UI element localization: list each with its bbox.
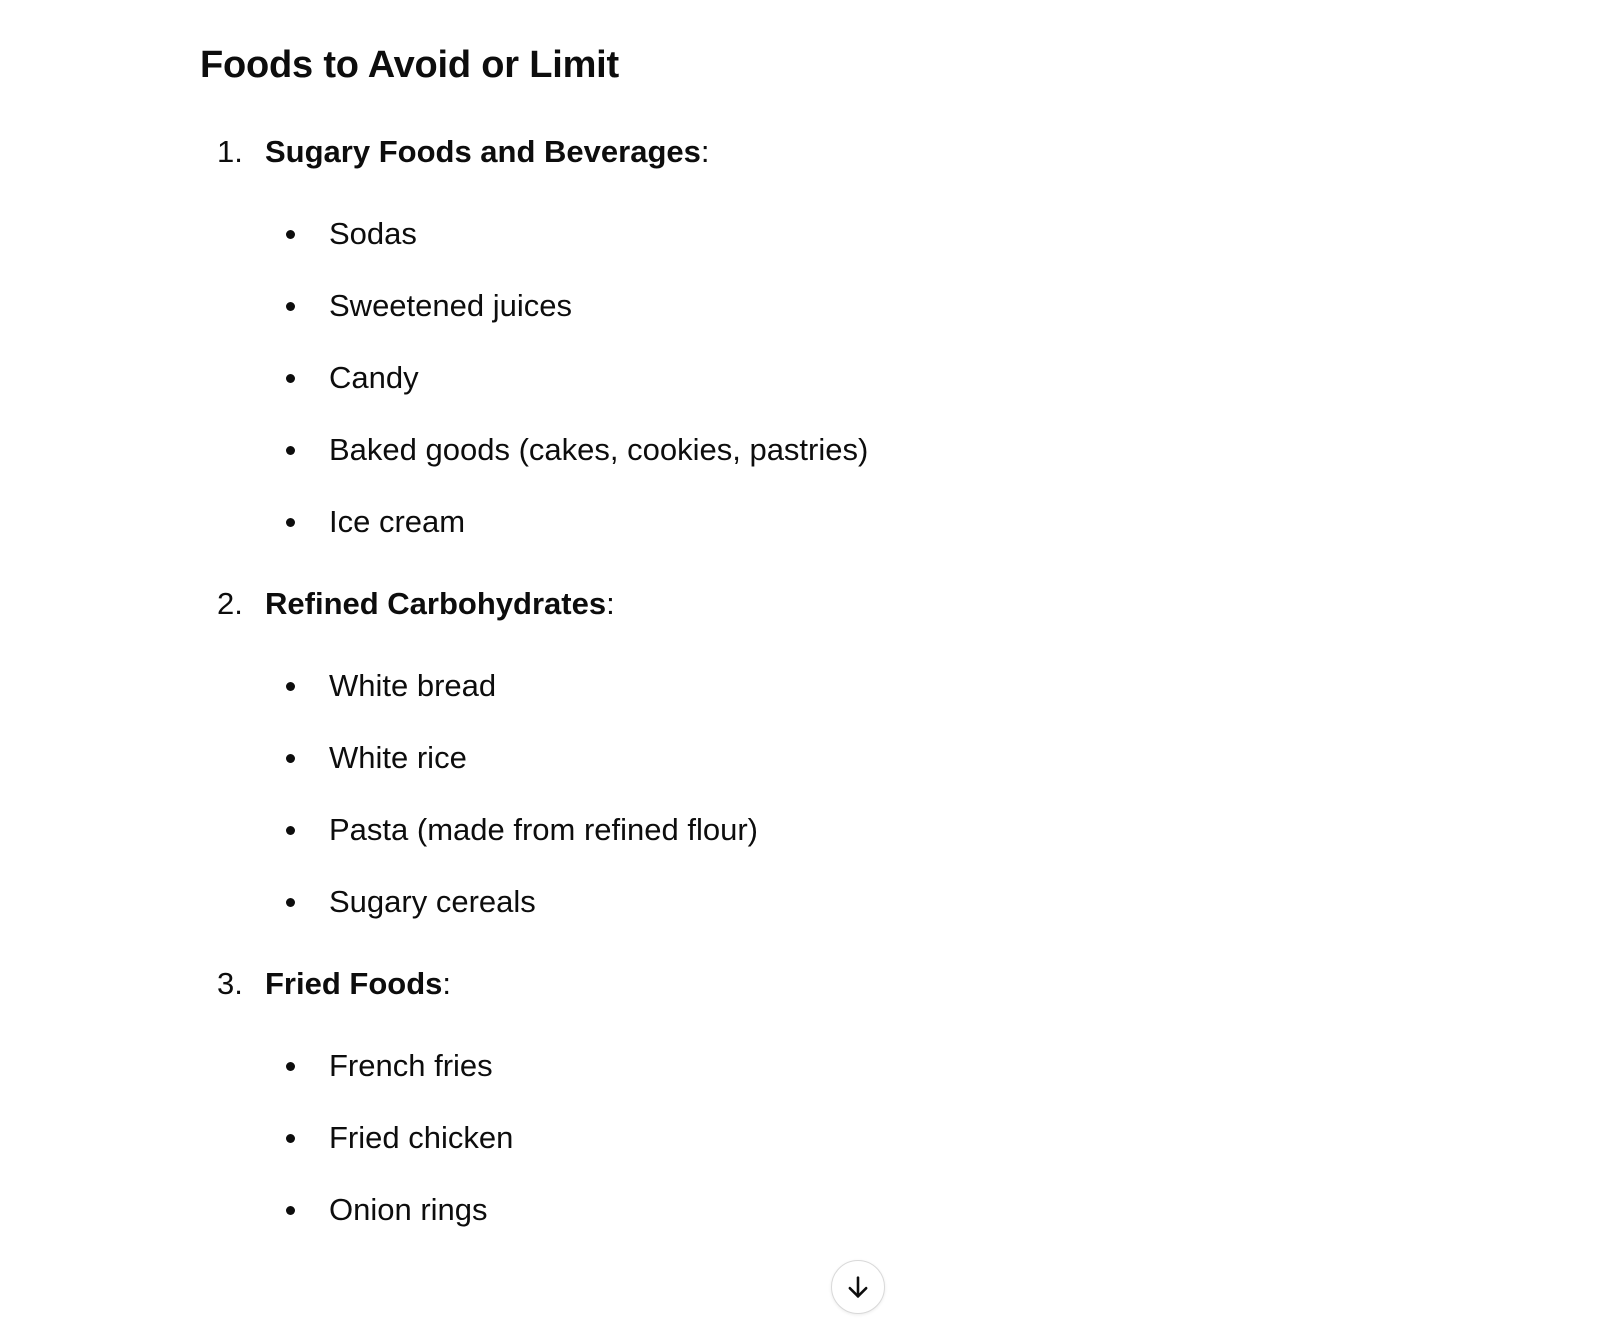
- list-item-text: French fries: [329, 1048, 493, 1083]
- scroll-down-button[interactable]: [831, 1260, 885, 1314]
- list-item: [200, 414, 1200, 486]
- section-label: Sugary Foods and Beverages: [265, 134, 701, 169]
- bullet-icon: [286, 898, 295, 907]
- list-item-text: Sugary cereals: [329, 884, 536, 919]
- section-number: 2.: [217, 586, 243, 621]
- list-item-text: Fried chicken: [329, 1120, 514, 1155]
- section-refined-carbohydrates: [200, 580, 1200, 938]
- list-item: [200, 1174, 1200, 1246]
- item-list: [200, 198, 1200, 558]
- list-item-text: Sweetened juices: [329, 288, 572, 323]
- list-item: [200, 270, 1200, 342]
- list-item-text: Onion rings: [329, 1192, 488, 1227]
- list-item: [200, 342, 1200, 414]
- section-suffix: :: [442, 966, 452, 1001]
- page-title: Foods to Avoid or Limit: [200, 44, 619, 86]
- bullet-icon: [286, 826, 295, 835]
- bullet-icon: [286, 1206, 295, 1215]
- list-item-text: Baked goods (cakes, cookies, pastries): [329, 432, 869, 467]
- list-item: [200, 1102, 1200, 1174]
- bullet-icon: [286, 518, 295, 527]
- section-heading: [200, 960, 1200, 1008]
- bullet-icon: [286, 374, 295, 383]
- section-heading: [200, 128, 1200, 176]
- section-number: 3.: [217, 966, 243, 1001]
- list-item: [200, 486, 1200, 558]
- list-item: [200, 650, 1200, 722]
- list-item-text: White bread: [329, 668, 497, 703]
- bullet-icon: [286, 1134, 295, 1143]
- list-item: [200, 794, 1200, 866]
- message-content: [200, 0, 1200, 1246]
- bullet-icon: [286, 682, 295, 691]
- section-label: Refined Carbohydrates: [265, 586, 607, 621]
- list-item: [200, 198, 1200, 270]
- bullet-icon: [286, 754, 295, 763]
- section-suffix: :: [606, 586, 615, 621]
- section-number: 1.: [217, 134, 243, 169]
- bullet-icon: [286, 302, 295, 311]
- list-item-text: Sodas: [329, 216, 417, 251]
- section-sugary-foods: [200, 128, 1200, 558]
- arrow-down-icon: [844, 1273, 872, 1301]
- item-list: [200, 1030, 1200, 1246]
- section-suffix: :: [700, 134, 710, 169]
- item-list: [200, 650, 1200, 938]
- section-heading: [200, 580, 1200, 628]
- bullet-icon: [286, 230, 295, 239]
- list-item-text: Candy: [329, 360, 419, 395]
- bullet-icon: [286, 1062, 295, 1071]
- section-list: [200, 128, 1200, 1246]
- section-label: Fried Foods: [265, 966, 443, 1001]
- bullet-icon: [286, 446, 295, 455]
- section-fried-foods: [200, 960, 1200, 1246]
- list-item: [200, 722, 1200, 794]
- list-item: [200, 1030, 1200, 1102]
- list-item: [200, 866, 1200, 938]
- list-item-text: Pasta (made from refined flour): [329, 812, 759, 847]
- list-item-text: White rice: [329, 740, 467, 775]
- list-item-text: Ice cream: [329, 504, 466, 539]
